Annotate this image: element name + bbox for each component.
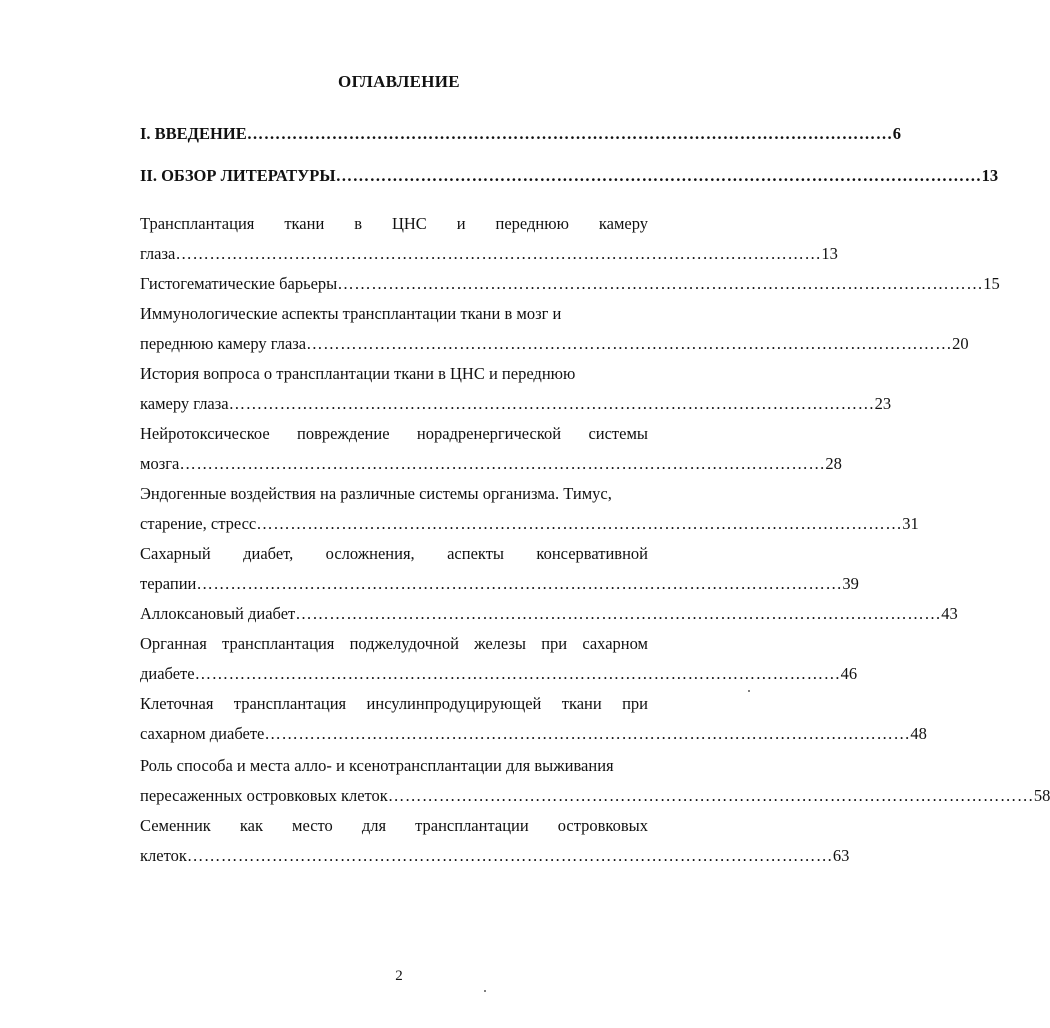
toc-entry-title-end: Гистогематические барьеры [140, 274, 338, 293]
toc-entry-title-end: пересаженных островковых клеток [140, 786, 388, 805]
toc-entry-title-line: Эндогенные воздействия на различные системы организма. Тимус, [140, 484, 612, 503]
toc-leader-dots: …………………………………………………………………………………………………… [295, 604, 942, 623]
toc-entry-continuation [140, 846, 850, 866]
toc-page-number: 31 [902, 514, 919, 533]
toc-leader-dots: …………………………………………………………………………………………………… [228, 394, 875, 413]
toc-entry-continuation [140, 574, 859, 594]
toc-page-number: 39 [842, 574, 859, 593]
toc-page-number: 48 [910, 724, 927, 743]
toc-page-number: 58 [1033, 786, 1050, 805]
page-title: ОГЛАВЛЕНИЕ [338, 72, 460, 91]
toc-page-number: 6 [892, 124, 901, 143]
toc-entry[interactable] [140, 274, 1000, 294]
toc-page-number: 15 [983, 274, 1000, 293]
toc-entry-title-line: История вопроса о трансплантации ткани в ЦНС и переднюю [140, 364, 576, 383]
toc-section-label: II. ОБЗОР ЛИТЕРАТУРЫ [140, 166, 336, 185]
toc-leader-dots: …………………………………………………………………………………………………… [175, 244, 822, 263]
toc-entry-title-line: Сахарный диабет, осложнения, аспекты консервативной [140, 544, 648, 563]
toc-entry-continuation [140, 514, 919, 534]
toc-entry-title-line: Иммунологические аспекты трансплантации ткани в мозг и [140, 304, 562, 323]
toc-entry-title-end: старение, стресс [140, 514, 257, 533]
toc-entry-continuation [140, 394, 892, 414]
toc-entry-continuation [140, 244, 838, 264]
toc-page-number: 43 [941, 604, 958, 623]
toc-leader-dots: …………………………………………………………………………………………………… [264, 724, 911, 743]
toc-entry-title-line: Органная трансплантация поджелудочной железы при сахарном [140, 634, 648, 653]
toc-entry-continuation [140, 454, 842, 474]
toc-entry-continuation [140, 334, 969, 354]
toc-entry[interactable] [140, 604, 958, 624]
toc-entry-title-line: Семенник как место для трансплантации островковых [140, 816, 648, 835]
toc-section-label: I. ВВЕДЕНИЕ [140, 124, 247, 143]
toc-leader-dots: …………………………………………………………………………………………………… [179, 454, 826, 473]
toc-entry-title-end: Аллоксановый диабет [140, 604, 296, 623]
toc-entry-title-line: Роль способа и места алло- и ксенотрансплантации для выживания [140, 756, 614, 775]
toc-leader-dots: …………………………………………………………………………………………………… [194, 664, 841, 683]
toc-entry-title-end: клеток [140, 846, 187, 865]
page-number: 2 [395, 968, 403, 984]
toc-section-literature-review[interactable] [140, 166, 999, 186]
toc-entry-title-end: глаза [140, 244, 176, 263]
toc-entry-title-line: Клеточная трансплантация инсулинпродуцирующей ткани при [140, 694, 648, 713]
toc-leader-dots: …………………………………………………………………………………………………… [306, 334, 953, 353]
toc-page-number: 13 [981, 166, 999, 185]
toc-page-number: 46 [840, 664, 858, 683]
scan-speck [748, 690, 750, 692]
toc-entry-title-end: мозга [140, 454, 180, 473]
toc-page-number: 20 [952, 334, 969, 353]
toc-entry-title-end: переднюю камеру глаза [140, 334, 307, 353]
toc-entry-continuation [140, 786, 1050, 806]
toc-page-number: 63 [832, 846, 850, 865]
toc-entry-title-end: терапии [140, 574, 197, 593]
toc-leader-dots: …………………………………………………………………………………………………… [335, 166, 982, 185]
toc-leader-dots: …………………………………………………………………………………………………… [196, 574, 843, 593]
toc-entry-continuation [140, 724, 927, 744]
toc-leader-dots: …………………………………………………………………………………………………… [256, 514, 903, 533]
toc-leader-dots: …………………………………………………………………………………………………… [186, 846, 833, 865]
toc-page-number: 13 [821, 244, 838, 263]
toc-entry-title-end: диабете [140, 664, 195, 683]
toc-entry-continuation [140, 664, 858, 684]
toc-entry-title-line: Трансплантация ткани в ЦНС и переднюю камеру [140, 214, 648, 233]
toc-page-number: 28 [825, 454, 842, 473]
toc-page-number: 23 [874, 394, 892, 413]
toc-section-introduction[interactable] [140, 124, 901, 144]
toc-entry-title-end: сахарном диабете [140, 724, 265, 743]
toc-entry-title-end: камеру глаза [140, 394, 229, 413]
toc-leader-dots: …………………………………………………………………………………………………… [387, 786, 1034, 805]
toc-leader-dots: …………………………………………………………………………………………………… [337, 274, 984, 293]
scan-speck [484, 990, 486, 992]
toc-entry-title-line: Нейротоксическое повреждение норадренергической системы [140, 424, 648, 443]
toc-leader-dots: …………………………………………………………………………………………………… [246, 124, 893, 143]
